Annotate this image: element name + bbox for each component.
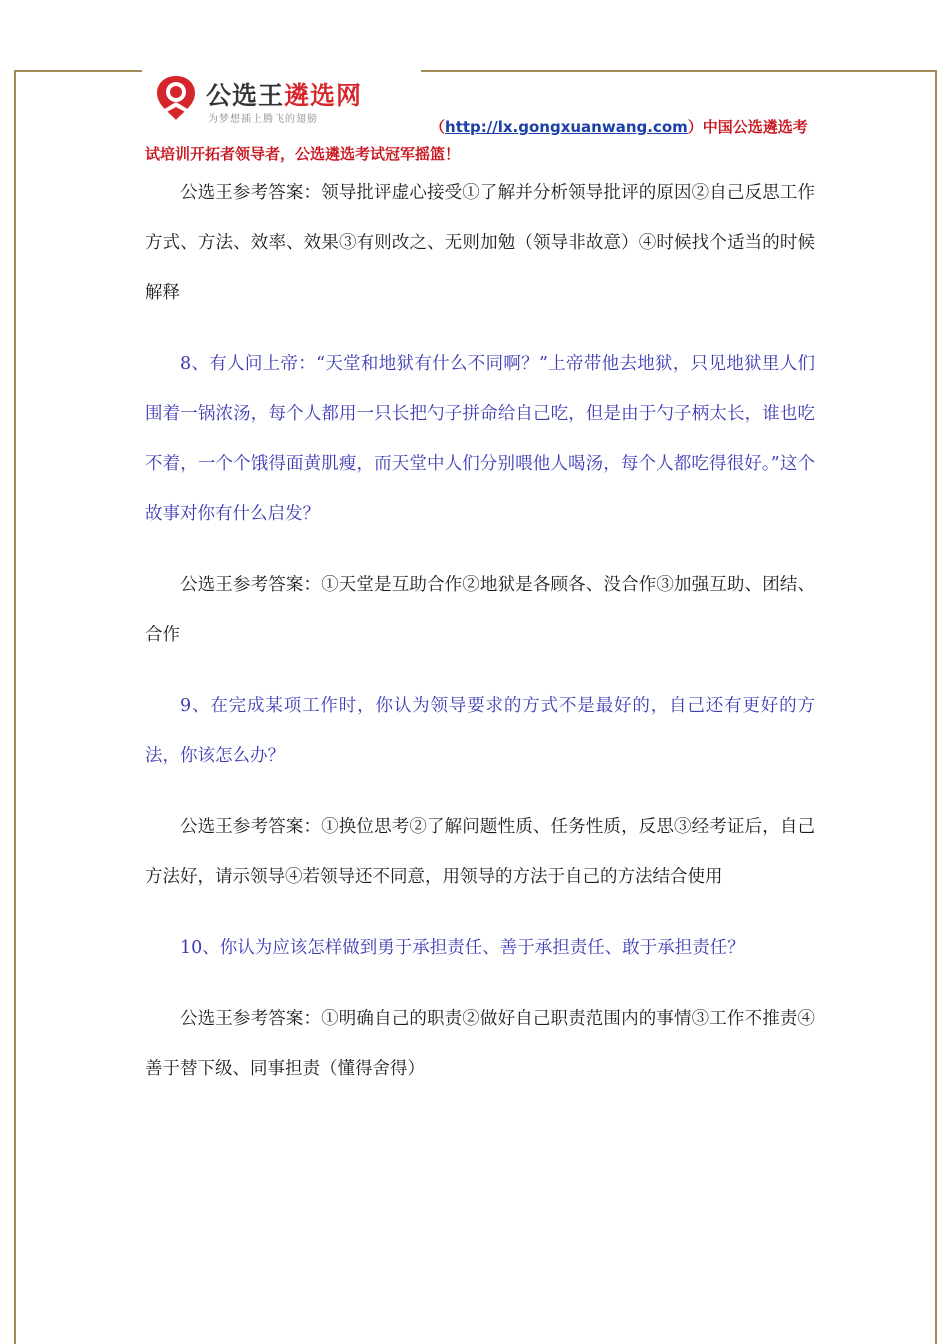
question-paragraph: 10、你认为应该怎样做到勇于承担责任、善于承担责任、敢于承担责任？: [180, 938, 745, 958]
logo-name-part1: 公选王: [206, 81, 285, 110]
frame-left-border: [14, 70, 16, 1344]
frame-top-border-right: [421, 70, 937, 72]
paragraph-gap: [145, 539, 815, 560]
site-url-link[interactable]: http://lx.gongxuanwang.com: [445, 118, 688, 136]
paragraph-gap: [145, 973, 815, 994]
header-paren-open: （: [430, 118, 446, 136]
answer-paragraph: 公选王参考答案：①换位思考②了解问题性质、任务性质，反思③经考证后，自己方法好，请示领导④若领导还不同意，用领导的方法于自己的方法结合使用: [145, 817, 815, 887]
question-paragraph: 8、有人问上帝：“天堂和地狱有什么不同啊？”上帝带他去地狱，只见地狱里人们围着一锅浓汤，每个人都用一只长把勺子拼命给自己吃，但是由于勺子柄太长，谁也吃不着，一个个饿得面黄肌瘦，而天堂中人们分别喂他人喝汤，每个人都吃得很好。”这个故事对你有什么启发？: [145, 354, 815, 524]
header-line-1: [430, 116, 808, 137]
site-logo: [152, 70, 420, 128]
header-line-2: 试培训开拓者领导者，公选遴选考试冠军摇篮！: [145, 145, 461, 163]
answer-paragraph: 公选王参考答案：①明确自己的职责②做好自己职责范围内的事情③工作不推责④善于替下级、同事担责（懂得舍得）: [145, 1009, 815, 1079]
paragraph-gap: [145, 902, 815, 923]
frame-top-border-left: [14, 70, 142, 72]
question-paragraph: 9、在完成某项工作时，你认为领导要求的方式不是最好的，自己还有更好的方法，你该怎么办？: [145, 696, 815, 766]
frame-right-border: [935, 70, 937, 1344]
answer-paragraph: 公选王参考答案：①天堂是互助合作②地狱是各顾各、没合作③加强互助、团结、合作: [145, 575, 815, 645]
document-body: [145, 168, 815, 1094]
paragraph-gap: [145, 318, 815, 339]
paragraph-gap: [145, 781, 815, 802]
answer-paragraph: 公选王参考答案：领导批评虚心接受①了解并分析领导批评的原因②自己反思工作方式、方法、效率、效果③有则改之、无则加勉（领导非故意）④时候找个适当的时候解释: [145, 183, 815, 303]
header-line1-suffix: ）中国公选遴选考: [687, 118, 808, 136]
logo-name: [206, 76, 362, 112]
logo-slogan: 为梦想插上腾飞的翅膀: [208, 114, 318, 125]
paragraph-gap: [145, 660, 815, 681]
logo-name-part2: 遴选网: [284, 81, 363, 110]
logo-mark-icon: [154, 74, 198, 122]
